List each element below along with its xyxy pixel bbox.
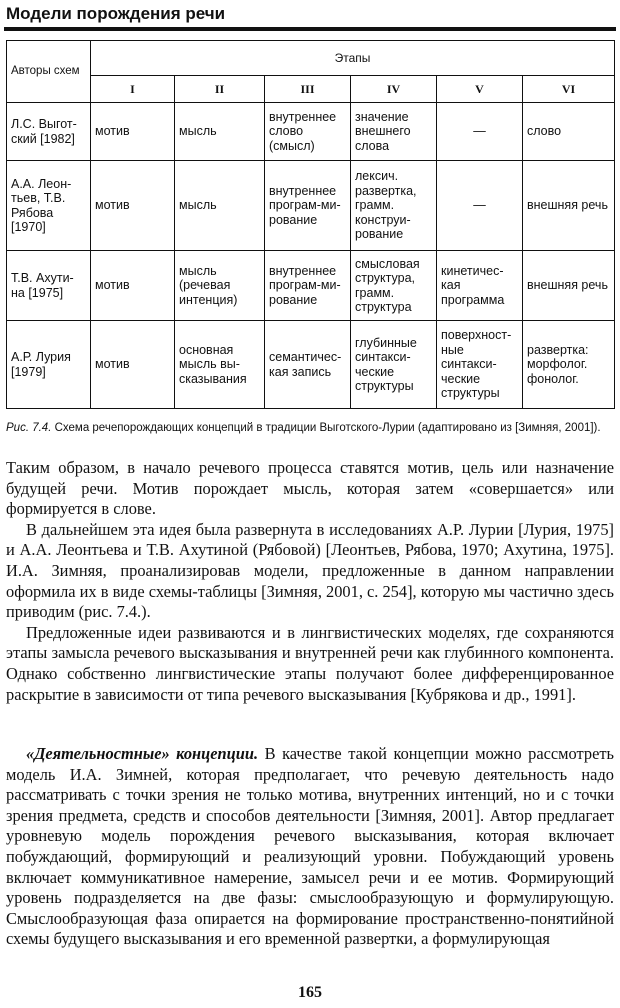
stage-cell: мотив (91, 321, 175, 409)
stages-header: Этапы (91, 41, 615, 76)
author-cell: А.А. Леон-тьев, Т.В. Рябова [1970] (7, 161, 91, 251)
stage-cell: основная мысль вы-сказывания (175, 321, 265, 409)
stages-table (6, 40, 615, 409)
paragraph: Предложенные идеи развиваются и в лингвистических моделях, где сохраняются этапы замысла речевого высказывания и внутренней речи как глубинного компонента. Однако собственно лингвистические этапы получают более дифференцированное раскрытие в зависимости от типа речевого высказывания [Кубрякова и др., 1991]. (6, 622, 614, 704)
body-text-section (6, 744, 614, 950)
section-lead: «Деятельностные» концепции. (26, 744, 259, 763)
stage-cell: глубинные синтакси-ческие структуры (351, 321, 437, 409)
stage-cell: мотив (91, 161, 175, 251)
author-column-header: Авторы схем (7, 41, 91, 103)
table-header-row (7, 41, 615, 76)
table-row (7, 103, 615, 161)
stage-cell: семантичес-кая запись (265, 321, 351, 409)
paragraph: В дальнейшем эта идея была развернута в исследованиях А.Р. Лурии [Лурия, 1975] и А.А. Леонтьева и Т.В. Ахутиной (Рябовой) [Леонтьев, Рябова, 1970; Ахутина, 1975]. И.А. Зимняя, проанализировав модели, предложенные в данном направлении оформила их в виде схемы-таблицы [Зимняя, 2001, с. 254], которую мы частично здесь приводим (рис. 7.4.). (6, 519, 614, 622)
stage-cell: лексич. развертка, грамм. конструи-рование (351, 161, 437, 251)
stage-cell: слово (523, 103, 615, 161)
author-cell: Т.В. Ахути-на [1975] (7, 251, 91, 321)
stage-cell: значение внешнего слова (351, 103, 437, 161)
body-text (6, 458, 614, 705)
stage-number: II (175, 76, 265, 103)
stage-cell: мотив (91, 103, 175, 161)
author-cell: А.Р. Лурия [1979] (7, 321, 91, 409)
stage-cell: мысль (175, 103, 265, 161)
stage-cell: внешняя речь (523, 161, 615, 251)
table-row (7, 251, 615, 321)
stage-cell: поверхност-ные синтакси-ческие структуры (437, 321, 523, 409)
stage-cell: смысловая структура, грамм. структура (351, 251, 437, 321)
header-rule (4, 27, 616, 31)
running-header: Модели порождения речи (6, 4, 226, 23)
figure-label: Рис. 7.4. (6, 422, 52, 434)
stage-cell: внутреннее слово (смысл) (265, 103, 351, 161)
stage-cell: кинетичес-кая программа (437, 251, 523, 321)
stage-cell: мотив (91, 251, 175, 321)
stage-cell: внутреннее програм-ми-рование (265, 251, 351, 321)
stage-number: IV (351, 76, 437, 103)
stage-number: VI (523, 76, 615, 103)
table-row (7, 321, 615, 409)
author-cell: Л.С. Выгот-ский [1982] (7, 103, 91, 161)
stage-cell: мысль (речевая интенция) (175, 251, 265, 321)
stage-cell: внутреннее програм-ми-рование (265, 161, 351, 251)
paragraph-text: В качестве такой концепции можно рассмотреть модель И.А. Зимней, которая предполагает, что речевую деятельность надо рассматривать с точки зрения не только мотива, внутренних интенций, но и с точки зрения предмета, средств и способов деятельности [Зимняя, 2001]. Автор предлагает уровневую модель порождения речевого высказывания, которая включает побуждающий, формирующий и реализующий уровни. Побуждающий уровень включает коммуникативное намерение, замысел речи и ее мотив. Формирующий уровень подразделяется на две фазы: смыслообразующую и формулирующую. Смыслообразующая фаза опирается на формирование пространственно-понятийной схемы будущего высказывания и его временной развертки, а формулирующая (6, 744, 614, 949)
stage-number: I (91, 76, 175, 103)
paragraph (6, 744, 614, 950)
stage-cell: — (437, 161, 523, 251)
page-number: 165 (298, 984, 322, 1001)
stage-cell: мысль (175, 161, 265, 251)
stage-cell: — (437, 103, 523, 161)
paragraph: Таким образом, в начало речевого процесса ставятся мотив, цель или назначение будущей речи. Мотив порождает мысль, которая затем «совершается» или формируется в слове. (6, 458, 614, 519)
stage-cell: развертка: морфолог. фонолог. (523, 321, 615, 409)
figure-caption-text: Схема речепорождающих концепций в традиции Выготского-Лурии (адаптировано из [Зимняя, 2001]). (54, 422, 601, 434)
stage-number: V (437, 76, 523, 103)
figure-caption (6, 420, 616, 437)
stage-cell: внешняя речь (523, 251, 615, 321)
stage-number-row (7, 76, 615, 103)
table-row (7, 161, 615, 251)
stage-number: III (265, 76, 351, 103)
